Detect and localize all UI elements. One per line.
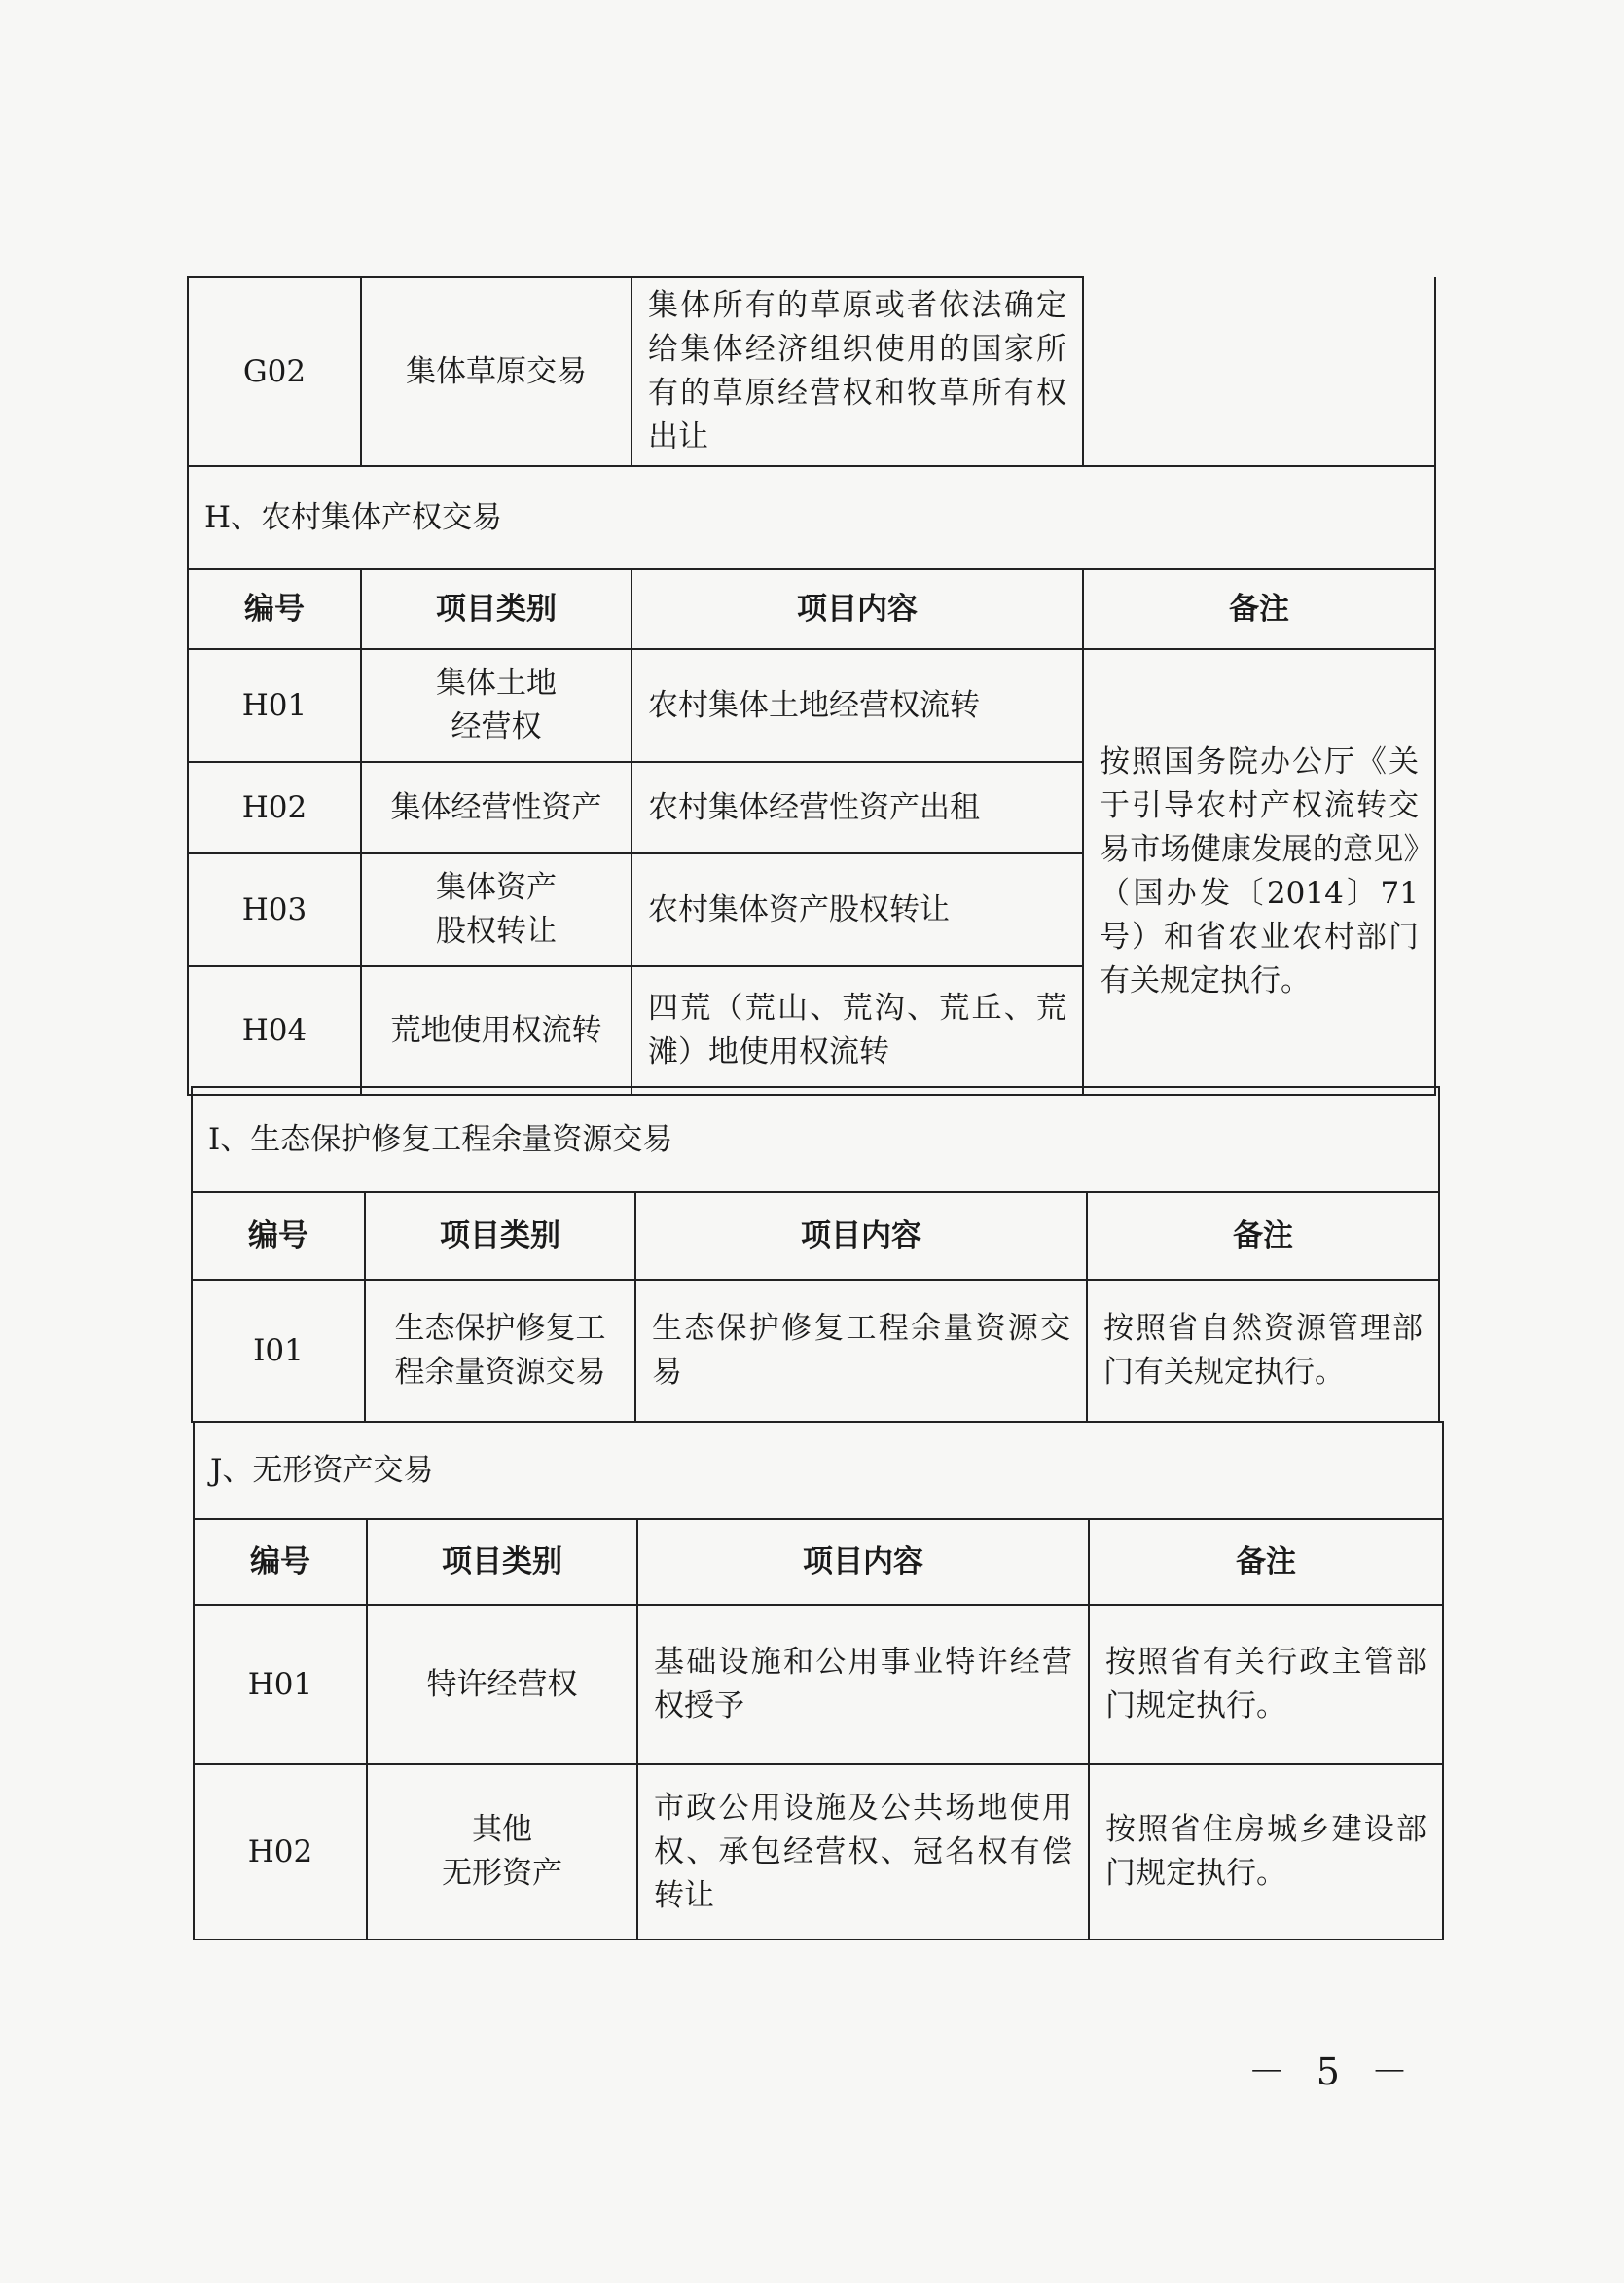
section-title-i: I、生态保护修复工程余量资源交易 <box>192 1087 1439 1192</box>
section-header-i <box>192 1087 1439 1192</box>
row-code: H01 <box>194 1605 367 1764</box>
row-code: H04 <box>188 966 361 1095</box>
row-category: 集体资产 股权转让 <box>361 853 632 966</box>
table-row-j01 <box>194 1605 1443 1764</box>
header-note: 备注 <box>1087 1192 1439 1280</box>
section-header-j <box>194 1422 1443 1519</box>
row-category: 生态保护修复工程余量资源交易 <box>365 1280 635 1422</box>
row-code: G02 <box>188 277 361 466</box>
header-content: 项目内容 <box>637 1519 1089 1605</box>
row-content: 农村集体经营性资产出租 <box>632 762 1083 853</box>
header-category: 项目类别 <box>361 569 632 649</box>
table-row-j02 <box>194 1764 1443 1939</box>
header-category: 项目类别 <box>365 1192 635 1280</box>
empty-cell <box>1083 277 1435 466</box>
page-number: － 5 － <box>1247 2050 1418 2093</box>
row-content: 农村集体土地经营权流转 <box>632 649 1083 762</box>
row-note: 按照省有关行政主管部门规定执行。 <box>1089 1605 1443 1764</box>
row-category: 其他 无形资产 <box>367 1764 637 1939</box>
row-code: H01 <box>188 649 361 762</box>
row-note: 按照省自然资源管理部门有关规定执行。 <box>1087 1280 1439 1422</box>
row-code: H03 <box>188 853 361 966</box>
row-content: 基础设施和公用事业特许经营权授予 <box>637 1605 1089 1764</box>
header-code: 编号 <box>192 1192 365 1280</box>
row-category: 集体草原交易 <box>361 277 632 466</box>
table-row-h01 <box>188 649 1435 762</box>
table-row-i01 <box>192 1280 1439 1422</box>
table-g-h <box>187 276 1436 1096</box>
row-code: H02 <box>194 1764 367 1939</box>
row-code: H02 <box>188 762 361 853</box>
header-content: 项目内容 <box>635 1192 1087 1280</box>
header-note: 备注 <box>1083 569 1435 649</box>
header-code: 编号 <box>194 1519 367 1605</box>
table-header-i <box>192 1192 1439 1280</box>
row-content: 农村集体资产股权转让 <box>632 853 1083 966</box>
table-header-h <box>188 569 1435 649</box>
table-i <box>191 1086 1440 1423</box>
row-category: 荒地使用权流转 <box>361 966 632 1095</box>
header-category: 项目类别 <box>367 1519 637 1605</box>
row-content: 市政公用设施及公共场地使用权、承包经营权、冠名权有偿转让 <box>637 1764 1089 1939</box>
section-header-h <box>188 466 1435 569</box>
section-title-j: J、无形资产交易 <box>194 1422 1443 1519</box>
row-category: 特许经营权 <box>367 1605 637 1764</box>
section-title-h: H、农村集体产权交易 <box>188 466 1435 569</box>
table-row-g02 <box>188 277 1435 466</box>
row-category: 集体土地 经营权 <box>361 649 632 762</box>
header-content: 项目内容 <box>632 569 1083 649</box>
header-code: 编号 <box>188 569 361 649</box>
row-content: 生态保护修复工程余量资源交易 <box>635 1280 1087 1422</box>
note-h: 按照国务院办公厅《关于引导农村产权流转交易市场健康发展的意见》（国办发〔2014〕71号）和省农业农村部门有关规定执行。 <box>1083 649 1435 1095</box>
row-code: I01 <box>192 1280 365 1422</box>
row-content: 四荒（荒山、荒沟、荒丘、荒滩）地使用权流转 <box>632 966 1083 1095</box>
header-note: 备注 <box>1089 1519 1443 1605</box>
table-header-j <box>194 1519 1443 1605</box>
row-category: 集体经营性资产 <box>361 762 632 853</box>
row-note: 按照省住房城乡建设部门规定执行。 <box>1089 1764 1443 1939</box>
table-j <box>193 1421 1444 1940</box>
row-content: 集体所有的草原或者依法确定给集体经济组织使用的国家所有的草原经营权和牧草所有权出让 <box>632 277 1083 466</box>
